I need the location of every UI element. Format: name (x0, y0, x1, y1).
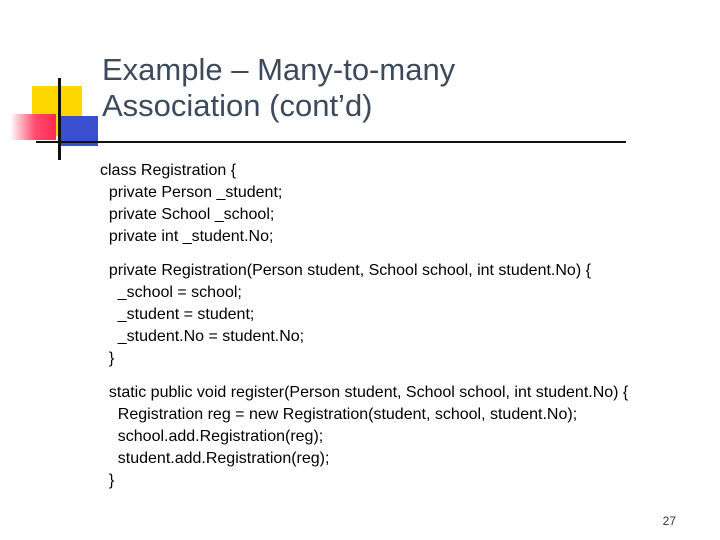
code-line: private Person _student; (100, 184, 283, 201)
slide-title-line-1: Example – Many-to-many (102, 52, 456, 87)
slide-title-line-2: Association (cont’d) (102, 88, 373, 123)
code-line: } (100, 350, 115, 367)
code-line: Registration reg = new Registration(student, school, student.No); (100, 406, 578, 423)
slide-logo-decoration (0, 0, 110, 170)
code-line: _student.No = student.No; (100, 328, 305, 345)
code-line: private Registration(Person student, School school, int student.No) { (100, 262, 591, 279)
code-line: _school = school; (100, 284, 242, 301)
logo-red-square (10, 114, 56, 140)
code-block (100, 160, 710, 492)
title-underline (36, 141, 626, 143)
page-number: 27 (662, 514, 676, 528)
code-line: class Registration { (100, 162, 237, 179)
code-line: student.add.Registration(reg); (100, 450, 330, 467)
code-line: school.add.Registration(reg); (100, 428, 324, 445)
code-line: private School _school; (100, 206, 275, 223)
code-line: private int _student.No; (100, 228, 274, 245)
logo-vertical-line (58, 78, 61, 160)
code-line: } (100, 472, 115, 489)
code-line: _student = student; (100, 306, 255, 323)
code-line: static public void register(Person student, School school, int student.No) { (100, 384, 629, 401)
slide-title (102, 52, 702, 124)
